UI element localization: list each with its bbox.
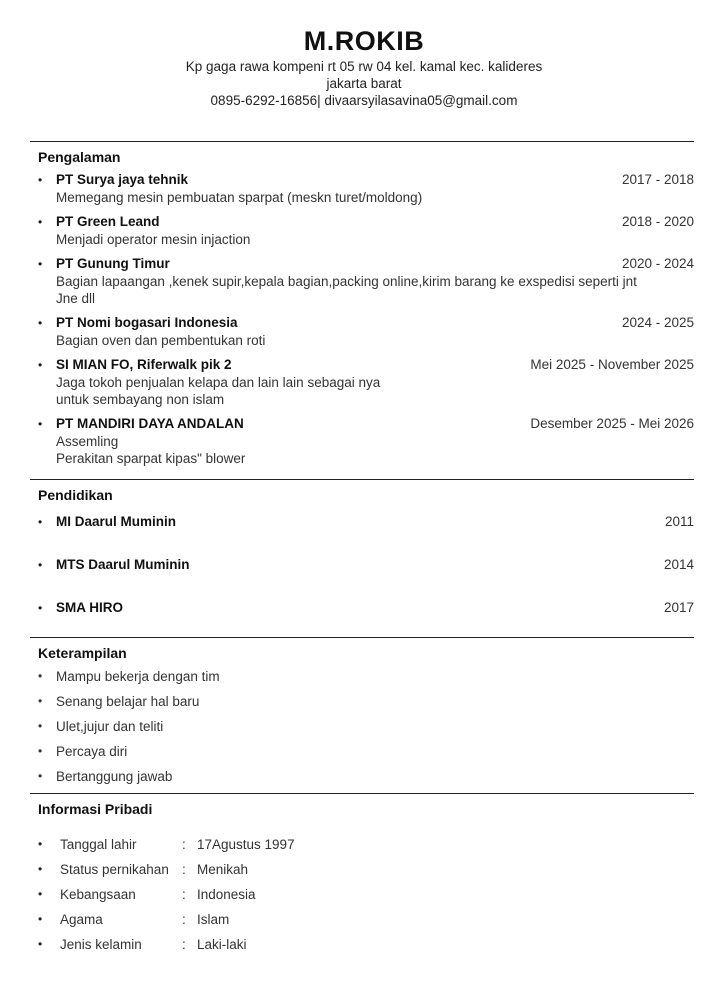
personal-info-label: Agama <box>60 912 103 927</box>
education-school: MI Daarul Muminin <box>56 514 177 529</box>
experience-org: PT MANDIRI DAYA ANDALAN <box>56 416 244 431</box>
skill-item <box>30 664 694 689</box>
bullet-icon: • <box>38 719 43 733</box>
personal-info-value: Islam <box>197 912 230 927</box>
address-line-2: jakarta barat <box>326 76 402 91</box>
skill-text: Ulet,jujur dan teliti <box>56 719 164 734</box>
experience-period: 2018 - 2020 <box>621 214 694 229</box>
candidate-name: M.ROKIB <box>303 26 425 56</box>
personal-info-label: Kebangsaan <box>60 887 136 902</box>
experience-item <box>30 255 694 307</box>
personal-info-label: Tanggal lahir <box>60 837 137 852</box>
bullet-icon: • <box>38 417 43 431</box>
personal-info-row <box>30 857 694 882</box>
bullet-icon: • <box>38 515 43 529</box>
bullet-icon: • <box>38 862 43 876</box>
bullet-icon: • <box>38 173 43 187</box>
personal-info-value: Menikah <box>197 862 249 877</box>
education-item <box>30 513 694 531</box>
skill-item <box>30 764 694 789</box>
bullet-icon: • <box>38 215 43 229</box>
personal-info-value: Laki-laki <box>197 937 247 952</box>
skill-text: Bertanggung jawab <box>56 769 173 784</box>
education-year: 2011 <box>664 514 694 529</box>
section-title-education: Pendidikan <box>38 487 113 503</box>
bullet-icon: • <box>38 601 43 615</box>
skill-text: Senang belajar hal baru <box>56 694 200 709</box>
personal-info-section <box>30 793 694 957</box>
experience-item <box>30 314 694 349</box>
bullet-icon: • <box>38 937 43 951</box>
skill-item <box>30 714 694 739</box>
experience-period: 2020 - 2024 <box>621 256 694 271</box>
skill-item <box>30 689 694 714</box>
bullet-icon: • <box>38 694 43 708</box>
education-section <box>30 479 694 617</box>
experience-period: Desember 2025 - Mei 2026 <box>530 416 694 431</box>
cv-header <box>0 24 728 109</box>
experience-desc: untuk sembayang non islam <box>56 392 225 407</box>
colon-separator: : <box>182 837 186 852</box>
education-year: 2017 <box>663 600 694 615</box>
contact-info: 0895-6292-16856| divaarsyilasavina05@gmail.com <box>210 93 518 108</box>
experience-item <box>30 415 694 467</box>
experience-desc: Jne dll <box>56 291 96 306</box>
education-school: MTS Daarul Muminin <box>56 557 190 572</box>
bullet-icon: • <box>38 744 43 758</box>
education-item <box>30 599 694 617</box>
experience-section <box>30 141 694 467</box>
bullet-icon: • <box>38 316 43 330</box>
personal-info-row <box>30 882 694 907</box>
bullet-icon: • <box>38 669 43 683</box>
skill-item <box>30 739 694 764</box>
colon-separator: : <box>182 887 186 902</box>
experience-item <box>30 171 694 206</box>
bullet-icon: • <box>38 769 43 783</box>
personal-info-row <box>30 907 694 932</box>
education-school: SMA HIRO <box>56 600 123 615</box>
bullet-icon: • <box>38 837 43 851</box>
experience-period: 2024 - 2025 <box>621 315 694 330</box>
experience-desc: Bagian oven dan pembentukan roti <box>56 333 266 348</box>
bullet-icon: • <box>38 558 43 572</box>
experience-desc: Jaga tokoh penjualan kelapa dan lain lain sebagai nya <box>56 375 381 390</box>
colon-separator: : <box>182 912 186 927</box>
experience-org: PT Green Leand <box>56 214 160 229</box>
personal-info-row <box>30 932 694 957</box>
experience-desc: Perakitan sparpat kipas" blower <box>56 451 246 466</box>
experience-desc: Memegang mesin pembuatan sparpat (meskn turet/moldong) <box>56 190 423 205</box>
education-year: 2014 <box>663 557 694 572</box>
experience-item <box>30 213 694 248</box>
education-item <box>30 556 694 574</box>
section-title-experience: Pengalaman <box>38 149 121 165</box>
experience-period: Mei 2025 - November 2025 <box>530 357 694 372</box>
experience-period: 2017 - 2018 <box>621 172 694 187</box>
colon-separator: : <box>182 937 186 952</box>
skills-section <box>30 637 694 789</box>
skill-text: Mampu bekerja dengan tim <box>56 669 220 684</box>
experience-org: PT Nomi bogasari Indonesia <box>56 315 238 330</box>
experience-desc: Menjadi operator mesin injaction <box>56 232 251 247</box>
experience-desc: Assemling <box>56 434 119 449</box>
experience-org: PT Gunung Timur <box>56 256 170 271</box>
personal-info-value: Indonesia <box>197 887 256 902</box>
colon-separator: : <box>182 862 186 877</box>
experience-desc: Bagian lapaangan ,kenek supir,kepala bagian,packing online,kirim barang ke exspedisi seperti jnt <box>56 274 637 289</box>
experience-org: SI MIAN FO, Riferwalk pik 2 <box>56 357 232 372</box>
bullet-icon: • <box>38 358 43 372</box>
section-title-skills: Keterampilan <box>38 645 127 661</box>
experience-org: PT Surya jaya tehnik <box>56 172 189 187</box>
experience-item <box>30 356 694 408</box>
personal-info-row <box>30 832 694 857</box>
bullet-icon: • <box>38 257 43 271</box>
address-line-1: Kp gaga rawa kompeni rt 05 rw 04 kel. kamal kec. kalideres <box>185 59 543 74</box>
skill-text: Percaya diri <box>56 744 128 759</box>
section-title-personal: Informasi Pribadi <box>38 801 153 817</box>
personal-info-label: Status pernikahan <box>60 862 169 877</box>
bullet-icon: • <box>38 887 43 901</box>
bullet-icon: • <box>38 912 43 926</box>
personal-info-value: 17Agustus 1997 <box>197 837 295 852</box>
personal-info-label: Jenis kelamin <box>60 937 142 952</box>
